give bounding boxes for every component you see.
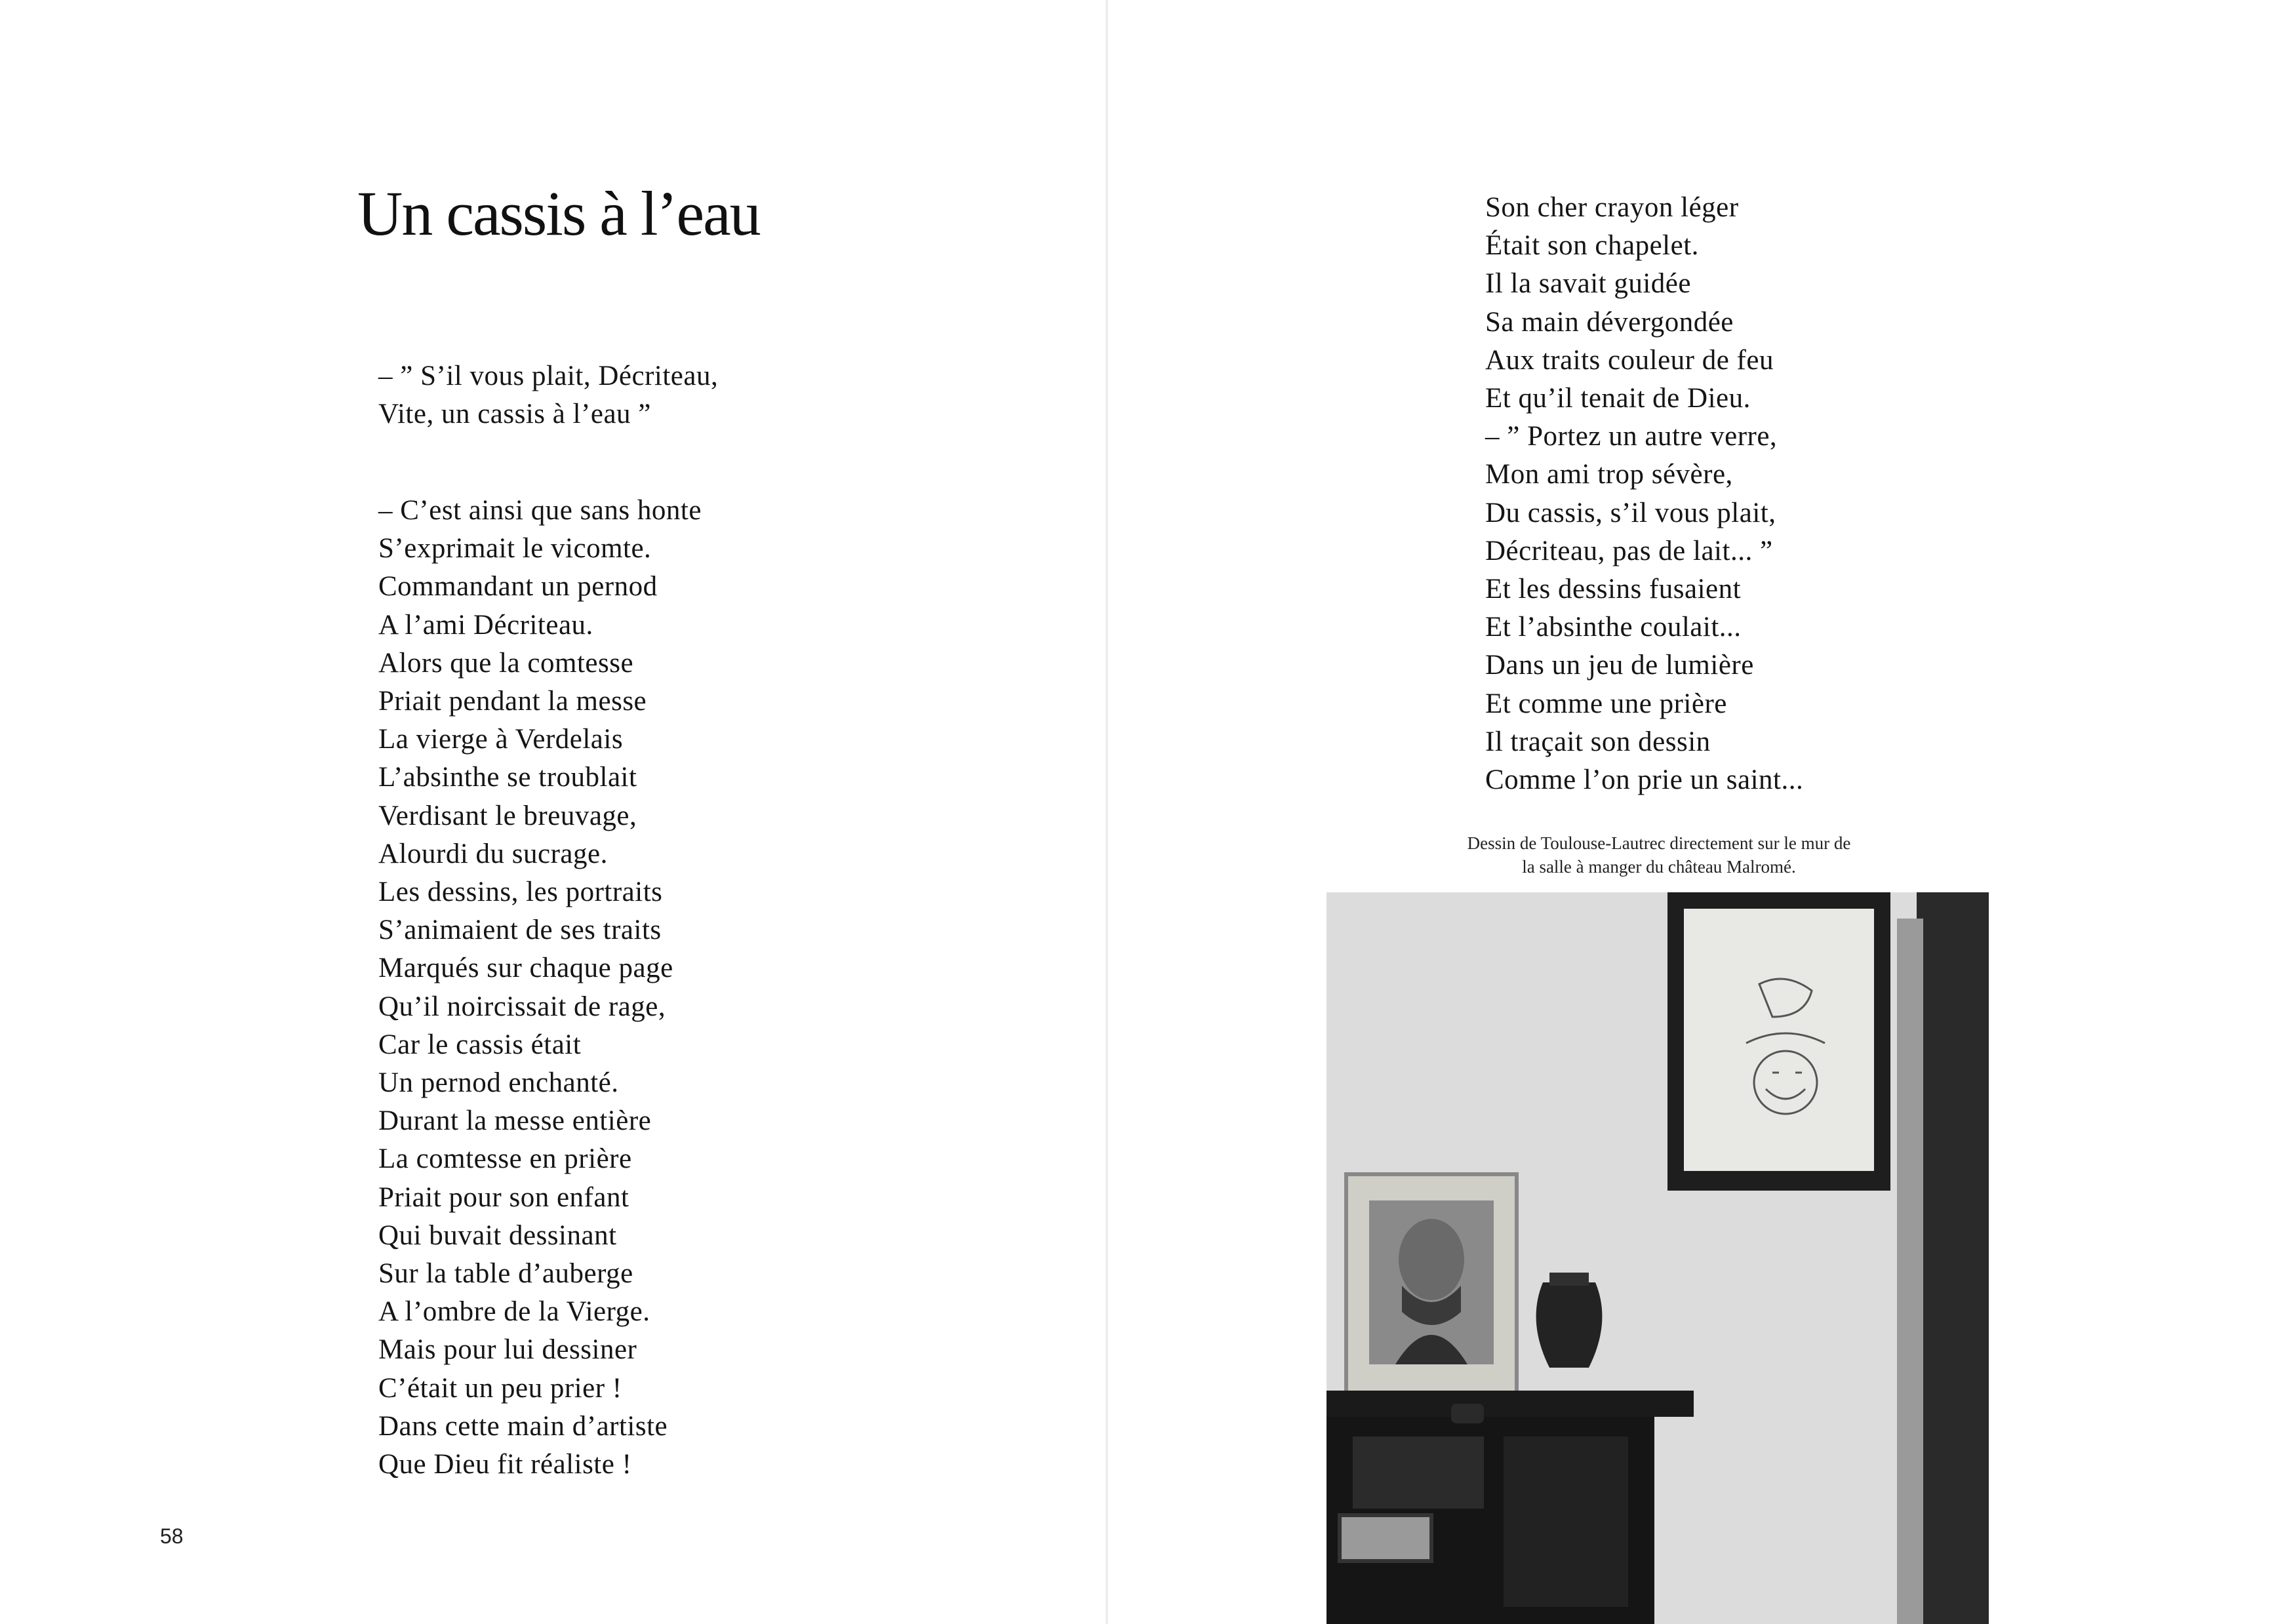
poem-line: Verdisant le breuvage, [378,800,637,831]
poem-line: Dans cette main d’artiste [378,1410,668,1442]
poem-line: – C’est ainsi que sans honte [378,495,702,526]
caption-line: Dessin de Toulouse-Lautrec directement sur le mur de [1467,833,1851,853]
poem-line: Alors que la comtesse [378,647,634,679]
poem-line: Et qu’il tenait de Dieu. [1485,383,1751,414]
poem-line: La vierge à Verdelais [378,724,624,755]
vase-rim [1549,1273,1589,1286]
poem-line: Aux traits couleur de feu [1485,344,1774,376]
poem-line: Décriteau, pas de lait... ” [1485,535,1773,566]
poem-line: Dans un jeu de lumière [1485,650,1754,681]
poem-line: Et comme une prière [1485,688,1727,719]
photo-caption [1384,831,1934,879]
caption-line: la salle à manger du château Malromé. [1522,857,1796,877]
cabinet-top [1327,1391,1694,1417]
poem-line: Sa main dévergondée [1485,306,1734,338]
poem-title: Un cassis à l’eau [357,178,760,248]
poem-line: Vite, un cassis à l’eau ” [378,399,651,430]
photograph-image [1327,892,1989,1624]
poem-line: Que Dieu fit réaliste ! [378,1449,632,1480]
poem-line: Car le cassis était [378,1029,582,1060]
stanza-main [378,492,702,1484]
poem-line: – ” S’il vous plait, Décriteau, [378,361,719,391]
poem-line: Il traçait son dessin [1485,726,1711,757]
left-page [0,0,1108,1624]
poem-line: Était son chapelet. [1485,230,1699,262]
poem-line: La comtesse en prière [378,1143,632,1175]
poem-line: Et l’absinthe coulait... [1485,612,1742,643]
poem-line: A l’ami Décriteau. [378,609,593,641]
small-box [1451,1404,1484,1423]
poem-line: Alourdi du sucrage. [378,838,608,869]
poem-line: Qui buvait dessinant [378,1219,617,1251]
poem-line: Les dessins, les portraits [378,877,663,908]
poem-line: Mon ami trop sévère, [1485,459,1733,490]
poem-line: Comme l’on prie un saint... [1485,764,1804,796]
photo-wall-shadow [1897,919,1923,1624]
photo-doorway [1917,892,1989,1624]
poem-line: Qu’il noircissait de rage, [378,991,666,1022]
poem-line: A l’ombre de la Vierge. [378,1296,650,1328]
poem-line: Commandant un pernod [378,571,658,603]
poem-line: Priait pendant la messe [378,686,647,717]
stanza-continued [1485,189,1803,799]
poem-line: L’absinthe se troublait [378,762,637,793]
poem-line: Mais pour lui dessiner [378,1334,637,1366]
poem-line: Et les dessins fusaient [1485,574,1742,605]
photograph [1327,892,1989,1624]
vase [1536,1282,1603,1368]
poem-line: C’était un peu prier ! [378,1372,622,1404]
cabinet-carving [1353,1436,1484,1509]
poem-line: – ” Portez un autre verre, [1485,421,1778,452]
poem-line: S’animaient de ses traits [378,915,662,946]
stanza-intro [378,357,718,433]
poem-line: Durant la messe entière [378,1105,652,1137]
poem-line: Son cher crayon léger [1485,192,1739,223]
page-number: 58 [160,1524,184,1548]
poem-line: Du cassis, s’il vous plait, [1485,497,1776,528]
portrait-face [1399,1219,1464,1300]
poem-line: Marqués sur chaque page [378,953,673,984]
drawing-paper [1684,909,1874,1171]
poem-line: Priait pour son enfant [378,1181,629,1213]
poem-line: S’exprimait le vicomte. [378,533,652,564]
cabinet-door [1504,1436,1628,1607]
cabinet-plaque [1340,1515,1431,1561]
poem-line: Sur la table d’auberge [378,1258,633,1290]
poem-line: Il la savait guidée [1485,268,1691,300]
poem-line: Un pernod enchanté. [378,1067,619,1099]
